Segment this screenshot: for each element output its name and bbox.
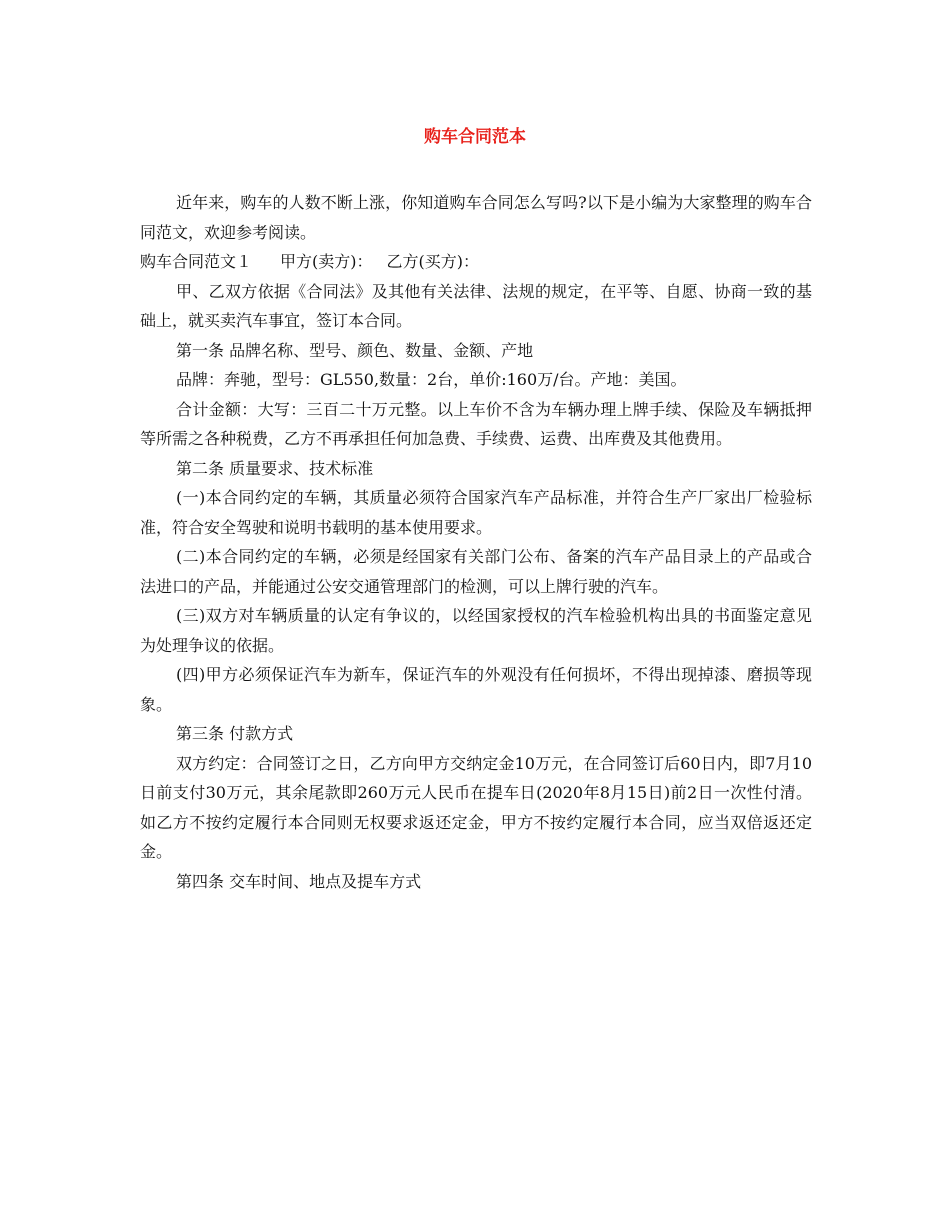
sample-header-line: [140, 247, 812, 277]
article2-item3: (三)双方对车辆质量的认定有争议的，以经国家授权的汽车检验机构出具的书面鉴定意见为处理争议的依据。: [140, 606, 812, 655]
article2-heading: 第二条 质量要求、技术标准: [176, 458, 374, 478]
party-b-label: 乙方(买方)：: [386, 252, 480, 271]
article2-item1: (一)本合同约定的车辆，其质量必须符合国家汽车产品标准，并符合生产厂家出厂检验标准，符合安全驾驶和说明书载明的基本使用要求。: [140, 488, 812, 537]
article3-heading: 第三条 付款方式: [176, 724, 294, 743]
article2-item2: (二)本合同约定的车辆，必须是经国家有关部门公布、备案的汽车产品目录上的产品或合法进口的产品，并能通过公安交通管理部门的检测，可以上牌行驶的汽车。: [140, 547, 812, 596]
article3-body: 双方约定：合同签订之日，乙方向甲方交纳定金10万元，在合同签订后60日内，即7月10日前支付30万元，其余尾款即260万元人民币在提车日(2020年8月15日)前2日一次性付清。如乙方不按约定履行本合同则无权要求返还定金，甲方不按约定履行本合同，应当双倍返还定金。: [140, 753, 812, 861]
party-a-label: 甲方(卖方)：: [280, 252, 373, 271]
article1-total: 合计金额：大写：三百二十万元整。以上车价不含为车辆办理上牌手续、保险及车辆抵押等所需之各种税费，乙方不再承担任何加急费、手续费、运费、出库费及其他费用。: [140, 399, 812, 448]
article1-heading: 第一条 品牌名称、型号、颜色、数量、金额、产地: [176, 340, 534, 360]
article4-heading: 第四条 交车时间、地点及提车方式: [176, 871, 422, 891]
preamble-paragraph: 甲、乙双方依据《合同法》及其他有关法律、法规的规定，在平等、自愿、协商一致的基础上，就买卖汽车事宜，签订本合同。: [140, 281, 812, 330]
intro-paragraph: 近年来，购车的人数不断上涨，你知道购车合同怎么写吗?以下是小编为大家整理的购车合同范文，欢迎参考阅读。: [140, 193, 812, 242]
article1-details: 品牌：奔驰，型号：GL550,数量：2台，单价:160万/台。产地：美国。: [176, 370, 687, 389]
article2-item4: (四)甲方必须保证汽车为新车，保证汽车的外观没有任何损坏，不得出现掉漆、磨损等现象。: [140, 665, 812, 714]
document-body: [140, 188, 812, 896]
document-title: 购车合同范本: [424, 127, 526, 147]
sample-label: 购车合同范文１: [140, 252, 253, 271]
